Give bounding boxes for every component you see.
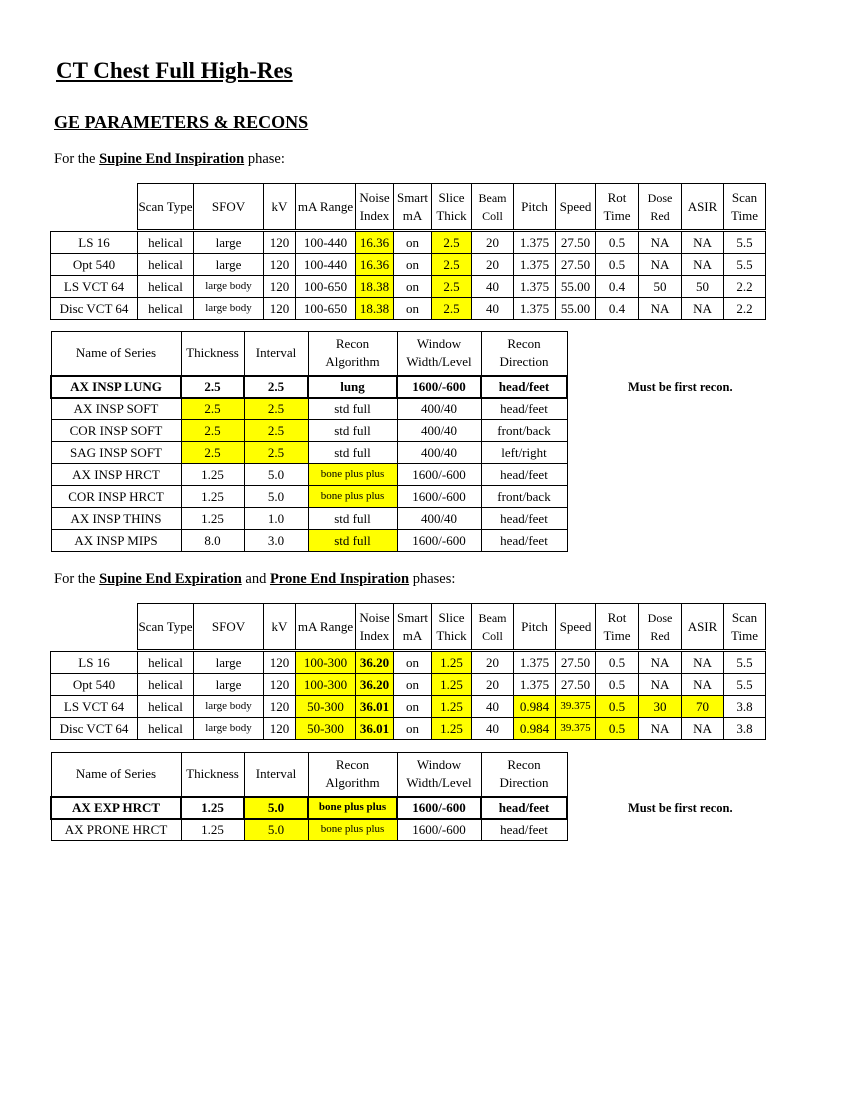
table-cell: 1.25 bbox=[432, 674, 472, 696]
table-cell: head/feet bbox=[481, 819, 567, 841]
column-header: kV bbox=[264, 184, 296, 230]
table-cell: 55.00 bbox=[556, 298, 596, 320]
table-row bbox=[51, 398, 567, 420]
table-row bbox=[51, 530, 567, 552]
table-header-row bbox=[51, 332, 567, 376]
table-cell: NA bbox=[682, 298, 724, 320]
table-row bbox=[51, 464, 567, 486]
column-header: Name of Series bbox=[51, 753, 181, 797]
table-cell: helical bbox=[138, 276, 194, 298]
table-cell: 2.5 bbox=[244, 420, 308, 442]
column-header: Rot Time bbox=[596, 604, 639, 650]
table-cell: LS 16 bbox=[51, 232, 138, 254]
table-cell: 120 bbox=[264, 254, 296, 276]
table-cell: helical bbox=[138, 232, 194, 254]
table-cell: 1.25 bbox=[181, 508, 244, 530]
table-row bbox=[51, 819, 567, 841]
table-cell: on bbox=[394, 696, 432, 718]
table-cell: NA bbox=[682, 254, 724, 276]
table-cell: 1.25 bbox=[181, 797, 244, 819]
table-cell: head/feet bbox=[481, 797, 567, 819]
table-cell: 40 bbox=[472, 696, 514, 718]
table-cell: 1.0 bbox=[244, 508, 308, 530]
table-cell: 2.5 bbox=[181, 442, 244, 464]
table-cell: 120 bbox=[264, 718, 296, 740]
table-row bbox=[51, 674, 766, 696]
table-cell: 3.0 bbox=[244, 530, 308, 552]
table-header-row bbox=[51, 184, 766, 230]
column-header: Recon Direction bbox=[481, 753, 567, 797]
table-cell: large bbox=[194, 652, 264, 674]
column-header: SFOV bbox=[194, 184, 264, 230]
table-cell: COR INSP HRCT bbox=[51, 486, 181, 508]
table-cell: 1.375 bbox=[514, 232, 556, 254]
scan-parameters-table-expiration bbox=[50, 603, 766, 740]
table-cell: 100-300 bbox=[296, 652, 356, 674]
table-cell: large body bbox=[194, 276, 264, 298]
table-cell: front/back bbox=[481, 486, 567, 508]
table-cell: AX PRONE HRCT bbox=[51, 819, 181, 841]
table-cell: 100-650 bbox=[296, 298, 356, 320]
table-cell: 0.5 bbox=[596, 652, 639, 674]
table-cell: SAG INSP SOFT bbox=[51, 442, 181, 464]
table-cell: NA bbox=[639, 718, 682, 740]
table-cell: 39.375 bbox=[556, 718, 596, 740]
table-row bbox=[51, 718, 766, 740]
table-cell: 0.4 bbox=[596, 276, 639, 298]
table-row bbox=[51, 420, 567, 442]
table-cell: AX INSP HRCT bbox=[51, 464, 181, 486]
table-cell: 50-300 bbox=[296, 696, 356, 718]
table-row bbox=[51, 298, 766, 320]
table-cell: 16.36 bbox=[356, 232, 394, 254]
column-header: Beam Coll bbox=[472, 604, 514, 650]
column-header: Noise Index bbox=[356, 604, 394, 650]
table-cell: 36.01 bbox=[356, 696, 394, 718]
table-row bbox=[51, 276, 766, 298]
table-cell: 40 bbox=[472, 298, 514, 320]
column-header: Rot Time bbox=[596, 184, 639, 230]
table-cell: 120 bbox=[264, 696, 296, 718]
table-cell: 100-440 bbox=[296, 232, 356, 254]
table-row bbox=[51, 797, 567, 819]
table-cell: 400/40 bbox=[397, 398, 481, 420]
table-cell: helical bbox=[138, 298, 194, 320]
table-cell: 1.25 bbox=[181, 486, 244, 508]
column-header: Recon Direction bbox=[481, 332, 567, 376]
table-cell: 1600/-600 bbox=[397, 486, 481, 508]
table-cell: 70 bbox=[682, 696, 724, 718]
table-cell: NA bbox=[639, 674, 682, 696]
table-cell: 18.38 bbox=[356, 298, 394, 320]
table-cell: 120 bbox=[264, 276, 296, 298]
table-cell: on bbox=[394, 718, 432, 740]
table-cell: on bbox=[394, 254, 432, 276]
table-cell: bone plus plus bbox=[308, 486, 397, 508]
column-header: Recon Algorithm bbox=[308, 753, 397, 797]
table-cell: head/feet bbox=[481, 398, 567, 420]
table-cell: 18.38 bbox=[356, 276, 394, 298]
table-cell: AX INSP LUNG bbox=[51, 376, 181, 398]
column-header: Scan Time bbox=[724, 604, 766, 650]
column-header: Dose Red bbox=[639, 604, 682, 650]
table-cell: Disc VCT 64 bbox=[51, 298, 138, 320]
table-cell: std full bbox=[308, 398, 397, 420]
table-cell: helical bbox=[138, 674, 194, 696]
table-cell: 20 bbox=[472, 254, 514, 276]
table-row bbox=[51, 652, 766, 674]
table-cell: on bbox=[394, 276, 432, 298]
table-header-row bbox=[51, 753, 567, 797]
table-cell: helical bbox=[138, 696, 194, 718]
table-cell: Opt 540 bbox=[51, 674, 138, 696]
table-cell: 1.375 bbox=[514, 652, 556, 674]
table-cell: 3.8 bbox=[724, 718, 766, 740]
table-cell: large bbox=[194, 674, 264, 696]
column-header: Interval bbox=[244, 332, 308, 376]
intro-inspiration: For the Supine End Inspiration phase: bbox=[54, 151, 285, 167]
table-cell: 36.20 bbox=[356, 652, 394, 674]
column-header: mA Range bbox=[296, 604, 356, 650]
column-header: ASIR bbox=[682, 604, 724, 650]
table-cell: std full bbox=[308, 420, 397, 442]
table-cell: 120 bbox=[264, 652, 296, 674]
recon-table-expiration bbox=[50, 752, 568, 841]
table-cell: AX INSP THINS bbox=[51, 508, 181, 530]
table-cell: std full bbox=[308, 442, 397, 464]
table-cell: LS VCT 64 bbox=[51, 696, 138, 718]
table-cell: 100-440 bbox=[296, 254, 356, 276]
table-cell: 1.25 bbox=[181, 464, 244, 486]
table-cell: large bbox=[194, 232, 264, 254]
table-cell: NA bbox=[639, 298, 682, 320]
table-cell: 5.0 bbox=[244, 797, 308, 819]
column-header: Name of Series bbox=[51, 332, 181, 376]
table-cell: 2.2 bbox=[724, 276, 766, 298]
recon-table-inspiration bbox=[50, 331, 568, 552]
table-cell: 3.8 bbox=[724, 696, 766, 718]
table-cell: 8.0 bbox=[181, 530, 244, 552]
first-recon-note: Must be first recon. bbox=[628, 801, 733, 815]
table-cell: 5.5 bbox=[724, 254, 766, 276]
table-cell: 1.375 bbox=[514, 254, 556, 276]
table-row bbox=[51, 508, 567, 530]
table-cell: 1600/-600 bbox=[397, 530, 481, 552]
table-cell: 40 bbox=[472, 718, 514, 740]
table-row bbox=[51, 486, 567, 508]
table-cell: head/feet bbox=[481, 464, 567, 486]
table-cell: 5.0 bbox=[244, 464, 308, 486]
column-header: Speed bbox=[556, 604, 596, 650]
table-cell: bone plus plus bbox=[308, 819, 397, 841]
table-cell: AX EXP HRCT bbox=[51, 797, 181, 819]
column-header: Scan Time bbox=[724, 184, 766, 230]
table-cell: 36.01 bbox=[356, 718, 394, 740]
header-blank bbox=[51, 604, 138, 650]
table-cell: large body bbox=[194, 696, 264, 718]
table-cell: 1.375 bbox=[514, 298, 556, 320]
table-cell: LS 16 bbox=[51, 652, 138, 674]
table-cell: 30 bbox=[639, 696, 682, 718]
table-cell: 120 bbox=[264, 674, 296, 696]
table-cell: 1.375 bbox=[514, 674, 556, 696]
table-cell: 0.4 bbox=[596, 298, 639, 320]
table-row bbox=[51, 232, 766, 254]
table-cell: on bbox=[394, 298, 432, 320]
table-cell: 2.5 bbox=[244, 398, 308, 420]
table-cell: 2.5 bbox=[181, 398, 244, 420]
intro-expiration-prone: For the Supine End Expiration and Prone End Inspiration phases: bbox=[54, 571, 456, 587]
table-cell: 20 bbox=[472, 674, 514, 696]
table-cell: left/right bbox=[481, 442, 567, 464]
table-cell: 27.50 bbox=[556, 674, 596, 696]
table-cell: 1600/-600 bbox=[397, 464, 481, 486]
table-cell: bone plus plus bbox=[308, 797, 397, 819]
table-cell: std full bbox=[308, 530, 397, 552]
table-cell: head/feet bbox=[481, 376, 567, 398]
table-cell: front/back bbox=[481, 420, 567, 442]
table-cell: 0.5 bbox=[596, 696, 639, 718]
table-cell: 1.375 bbox=[514, 276, 556, 298]
column-header: Smart mA bbox=[394, 184, 432, 230]
table-cell: on bbox=[394, 674, 432, 696]
table-cell: 120 bbox=[264, 232, 296, 254]
table-cell: 2.5 bbox=[432, 232, 472, 254]
table-cell: 1.25 bbox=[181, 819, 244, 841]
table-cell: 5.5 bbox=[724, 674, 766, 696]
table-cell: std full bbox=[308, 508, 397, 530]
table-cell: 1.25 bbox=[432, 718, 472, 740]
section-heading: GE PARAMETERS & RECONS bbox=[54, 112, 309, 132]
first-recon-note: Must be first recon. bbox=[628, 380, 733, 394]
table-cell: 2.5 bbox=[432, 254, 472, 276]
column-header: kV bbox=[264, 604, 296, 650]
table-cell: 1600/-600 bbox=[397, 819, 481, 841]
table-cell: 2.5 bbox=[181, 376, 244, 398]
table-cell: 50-300 bbox=[296, 718, 356, 740]
table-cell: 39.375 bbox=[556, 696, 596, 718]
table-cell: head/feet bbox=[481, 530, 567, 552]
table-cell: 120 bbox=[264, 298, 296, 320]
table-cell: 5.0 bbox=[244, 486, 308, 508]
table-cell: 20 bbox=[472, 652, 514, 674]
table-cell: 100-650 bbox=[296, 276, 356, 298]
table-row bbox=[51, 254, 766, 276]
column-header: Slice Thick bbox=[432, 184, 472, 230]
column-header: Beam Coll bbox=[472, 184, 514, 230]
table-cell: 5.5 bbox=[724, 652, 766, 674]
column-header: Dose Red bbox=[639, 184, 682, 230]
column-header: Window Width/Level bbox=[397, 332, 481, 376]
column-header: Scan Type bbox=[138, 604, 194, 650]
table-cell: 2.5 bbox=[181, 420, 244, 442]
column-header: ASIR bbox=[682, 184, 724, 230]
table-cell: 5.0 bbox=[244, 819, 308, 841]
table-cell: helical bbox=[138, 718, 194, 740]
column-header: Thickness bbox=[181, 332, 244, 376]
table-row bbox=[51, 376, 567, 398]
table-cell: 2.5 bbox=[244, 442, 308, 464]
table-cell: 50 bbox=[682, 276, 724, 298]
table-cell: Disc VCT 64 bbox=[51, 718, 138, 740]
table-cell: large bbox=[194, 254, 264, 276]
header-blank bbox=[51, 184, 138, 230]
table-cell: NA bbox=[682, 674, 724, 696]
table-cell: AX INSP MIPS bbox=[51, 530, 181, 552]
table-cell: 27.50 bbox=[556, 232, 596, 254]
column-header: Pitch bbox=[514, 184, 556, 230]
table-cell: 20 bbox=[472, 232, 514, 254]
column-header: Scan Type bbox=[138, 184, 194, 230]
table-cell: 2.5 bbox=[244, 376, 308, 398]
table-cell: 2.2 bbox=[724, 298, 766, 320]
table-cell: 0.5 bbox=[596, 232, 639, 254]
column-header: Smart mA bbox=[394, 604, 432, 650]
table-cell: COR INSP SOFT bbox=[51, 420, 181, 442]
table-cell: 0.5 bbox=[596, 674, 639, 696]
table-cell: 36.20 bbox=[356, 674, 394, 696]
table-cell: NA bbox=[639, 652, 682, 674]
table-cell: 2.5 bbox=[432, 298, 472, 320]
table-header-row bbox=[51, 604, 766, 650]
table-cell: AX INSP SOFT bbox=[51, 398, 181, 420]
table-cell: 0.984 bbox=[514, 718, 556, 740]
table-cell: 1.25 bbox=[432, 696, 472, 718]
table-cell: 400/40 bbox=[397, 508, 481, 530]
table-cell: on bbox=[394, 652, 432, 674]
table-cell: 1600/-600 bbox=[397, 797, 481, 819]
table-cell: NA bbox=[639, 232, 682, 254]
table-cell: 40 bbox=[472, 276, 514, 298]
table-cell: large body bbox=[194, 298, 264, 320]
column-header: Interval bbox=[244, 753, 308, 797]
table-cell: 5.5 bbox=[724, 232, 766, 254]
table-cell: 27.50 bbox=[556, 652, 596, 674]
table-cell: helical bbox=[138, 254, 194, 276]
table-cell: lung bbox=[308, 376, 397, 398]
column-header: Window Width/Level bbox=[397, 753, 481, 797]
table-cell: NA bbox=[682, 718, 724, 740]
table-cell: NA bbox=[682, 652, 724, 674]
table-cell: 1.25 bbox=[432, 652, 472, 674]
table-cell: 0.5 bbox=[596, 254, 639, 276]
table-cell: helical bbox=[138, 652, 194, 674]
table-cell: 50 bbox=[639, 276, 682, 298]
page-title: CT Chest Full High-Res bbox=[56, 58, 293, 83]
table-cell: LS VCT 64 bbox=[51, 276, 138, 298]
table-cell: 1600/-600 bbox=[397, 376, 481, 398]
column-header: SFOV bbox=[194, 604, 264, 650]
table-cell: 400/40 bbox=[397, 420, 481, 442]
column-header: Pitch bbox=[514, 604, 556, 650]
table-row bbox=[51, 696, 766, 718]
column-header: Slice Thick bbox=[432, 604, 472, 650]
column-header: Noise Index bbox=[356, 184, 394, 230]
table-cell: bone plus plus bbox=[308, 464, 397, 486]
column-header: Thickness bbox=[181, 753, 244, 797]
column-header: Recon Algorithm bbox=[308, 332, 397, 376]
table-cell: Opt 540 bbox=[51, 254, 138, 276]
table-cell: 55.00 bbox=[556, 276, 596, 298]
scan-parameters-table-inspiration bbox=[50, 183, 766, 320]
table-cell: 400/40 bbox=[397, 442, 481, 464]
table-cell: 16.36 bbox=[356, 254, 394, 276]
table-cell: 27.50 bbox=[556, 254, 596, 276]
table-cell: head/feet bbox=[481, 508, 567, 530]
table-cell: 0.5 bbox=[596, 718, 639, 740]
table-cell: 2.5 bbox=[432, 276, 472, 298]
table-cell: on bbox=[394, 232, 432, 254]
table-row bbox=[51, 442, 567, 464]
table-cell: NA bbox=[682, 232, 724, 254]
column-header: Speed bbox=[556, 184, 596, 230]
table-cell: 100-300 bbox=[296, 674, 356, 696]
table-cell: 0.984 bbox=[514, 696, 556, 718]
table-cell: NA bbox=[639, 254, 682, 276]
table-cell: large body bbox=[194, 718, 264, 740]
column-header: mA Range bbox=[296, 184, 356, 230]
